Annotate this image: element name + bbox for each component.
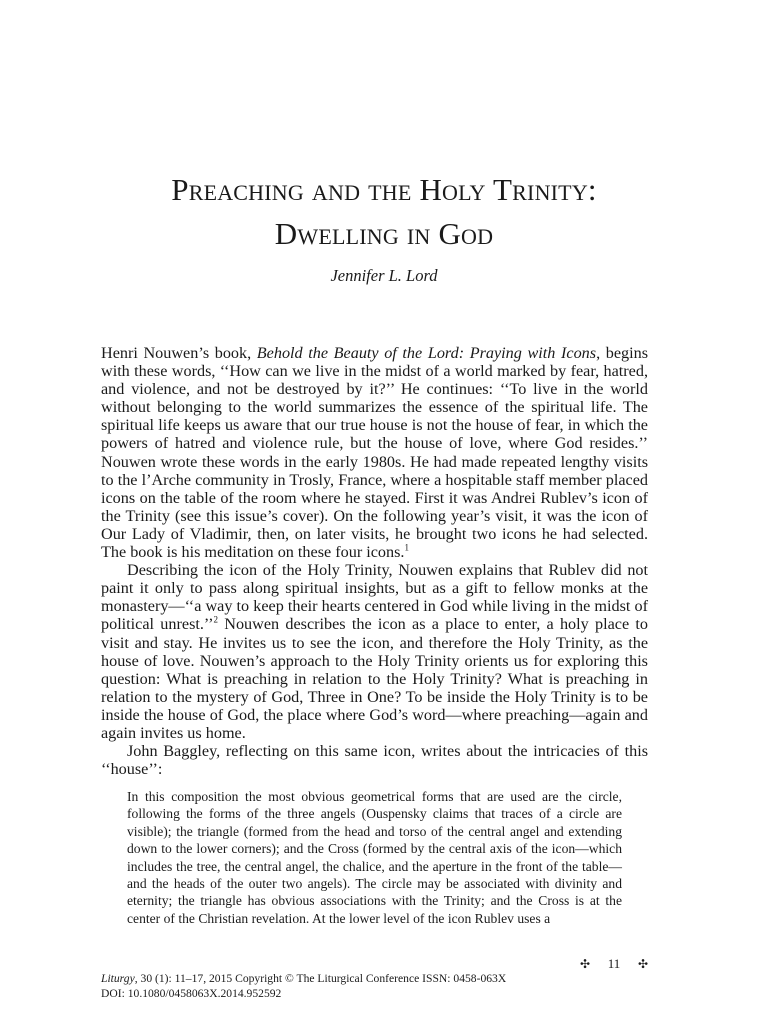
page-number: 11 <box>607 956 621 971</box>
citation-text: , 30 (1): 11–17, 2015 Copyright © The Liturgical Conference ISSN: 0458-063X <box>134 972 507 985</box>
paragraph-1-text-a: Henri Nouwen’s book, <box>101 344 257 362</box>
title-line-2: Dwelling in God <box>274 216 494 251</box>
author-name: Jennifer L. Lord <box>330 266 438 285</box>
article-body <box>101 344 648 778</box>
paragraph-2-text-a: Describing the icon of the Holy Trinity, Nouwen explains that Rublev did not paint it only to pass along spiritual insights, but as a gift to fellow monks at the monastery—‘‘a way to keep their hearts centered in God while living in the midst of political unrest.’’ <box>101 561 648 634</box>
journal-name: Liturgy <box>101 972 135 985</box>
footnote-ref-1[interactable]: 1 <box>404 542 409 553</box>
citation-line <box>101 972 621 987</box>
cross-ornament-icon: ✣ <box>637 957 648 971</box>
citation-footer <box>101 972 621 1001</box>
paragraph-3: John Baggley, reflecting on this same icon, writes about the intricacies of this ‘‘house’’: <box>101 742 648 779</box>
footnote-ref-2[interactable]: 2 <box>213 615 218 626</box>
title-line-1: Preaching and the Holy Trinity: <box>171 172 597 207</box>
paragraph-2 <box>101 561 648 742</box>
cross-ornament-icon: ✣ <box>580 957 591 971</box>
article-title <box>60 168 708 256</box>
book-title: Behold the Beauty of the Lord: Praying with Icons <box>256 344 597 362</box>
doi-line[interactable]: DOI: 10.1080/0458063X.2014.952592 <box>101 986 282 1000</box>
paragraph-2-text-b: Nouwen describes the icon as a place to enter, a holy place to visit and stay. He invites us to see the icon, and therefore the Holy Trinity, as the house of love. Nouwen’s approach to the Holy Trinity orients us for exploring this question: What is preaching in relation to the Holy Trinity? What is preaching in relation to the mystery of God, Three in One? To be inside the Holy Trinity is to be inside the house of God, the place where God’s word—where preaching—again and again invites us home. <box>101 615 649 742</box>
block-quote-text: In this composition the most obvious geometrical forms that are used are the circle, following the forms of the three angels (Ouspensky claims that traces of a circle are visible); the triangle (formed from the head and torso of the central angel and extending down to the lower corners); and the Cross (formed by the central axis of the icon—which includes the tree, the central angel, the chalice, and the aperture in the front of the table—and the heads of the outer two angels). The circle may be associated with divinity and eternity; the triangle has obvious associations with the Trinity; and the Cross is at the center of the Christian revelation. At the lower level of the icon Rublev uses a <box>127 789 622 926</box>
paragraph-1 <box>101 344 648 561</box>
block-quote <box>127 788 622 927</box>
paragraph-1-text-b: , begins with these words, ‘‘How can we live in the midst of a world marked by fear, hatred, and violence, and not be destroyed by it?’’ He continues: ‘‘To live in the world without belonging to the world summarizes the essence of the spiritual life. The spiritual life keeps us aware that our true house is not the house of fear, in which the powers of hatred and violence rule, but the house of love, where God resides.’’ Nouwen wrote these words in the early 1980s. He had made repeated lengthy visits to the l’Arche community in Trosly, France, where a hospitable staff member placed icons on the table of the room where he stayed. First it was Andrei Rublev’s icon of the Trinity (see this issue’s cover). On the following year’s visit, it was the icon of Our Lady of Vladimir, then, on later visits, he brought two icons he had selected. The book is his meditation on these four icons. <box>101 344 648 562</box>
page-number-row <box>580 956 648 972</box>
